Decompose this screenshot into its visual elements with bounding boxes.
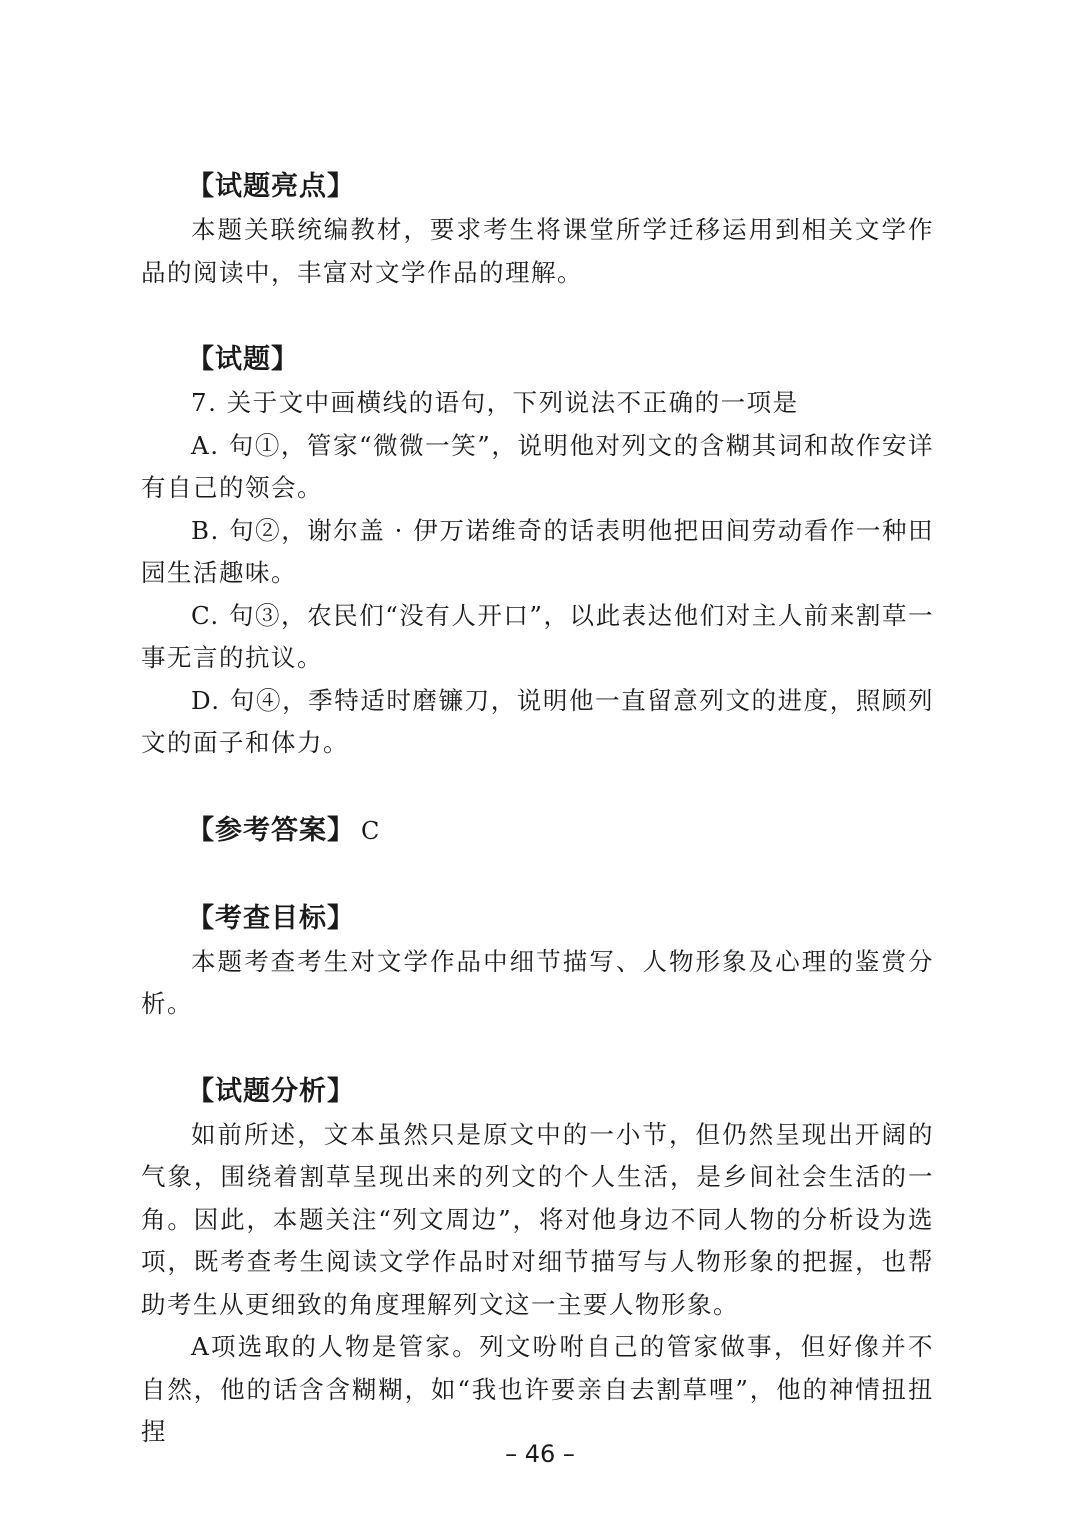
section-heading-analysis: 【试题分析】 [187, 1075, 355, 1107]
section-heading-question: 【试题】 [187, 344, 299, 375]
section-heading-objective: 【考查目标】 [187, 902, 355, 934]
section-heading-answer: 【参考答案】 [187, 814, 355, 846]
section-objective [141, 897, 934, 1026]
section-question [141, 338, 934, 765]
section-analysis [141, 1070, 934, 1454]
option-b: B. 句②，谢尔盖 · 伊万诺维奇的话表明他把田间劳动看作一种田园生活趣味。 [141, 515, 934, 587]
section-answer [141, 809, 934, 853]
question-stem: 7. 关于文中画横线的语句，下列说法不正确的一项是 [191, 388, 799, 417]
highlight-text: 本题关联统编教材，要求考生将课堂所学迁移运用到相关文学作品的阅读中，丰富对文学作品的理解。 [141, 215, 934, 287]
option-d: D. 句④，季特适时磨镰刀，说明他一直留意列文的进度，照顾列文的面子和体力。 [141, 685, 934, 757]
option-c: C. 句③，农民们“没有人开口”，以此表达他们对主人前来割草一事无言的抗议。 [141, 600, 934, 672]
analysis-paragraph-1: 如前所述，文本虽然只是原文中的一小节，但仍然呈现出开阔的气象，围绕着割草呈现出来的列文的个人生活，是乡间社会生活的一角。因此，本题关注“列文周边”，将对他身边不同人物的分析设为选项，既考查考生阅读文学作品时对细节描写与人物形象的把握，也帮助考生从更细致的角度理解列文这一主要人物形象。 [141, 1119, 934, 1319]
answer-value: C [361, 816, 380, 845]
section-highlight [141, 165, 934, 294]
answer-line [187, 809, 934, 853]
document-page [141, 165, 934, 1454]
objective-text: 本题考查考生对文学作品中细节描写、人物形象及心理的鉴赏分析。 [141, 946, 934, 1018]
page-number: – 46 – [505, 1440, 575, 1468]
section-heading-highlight: 【试题亮点】 [187, 171, 355, 202]
analysis-paragraph-2: A项选取的人物是管家。列文吩咐自己的管家做事，但好像并不自然，他的话含含糊糊，如“我也许要亲自去割草哩”，他的神情扭扭捏 [141, 1332, 934, 1446]
option-a: A. 句①，管家“微微一笑”，说明他对列文的含糊其词和故作安详有自己的领会。 [141, 430, 934, 502]
